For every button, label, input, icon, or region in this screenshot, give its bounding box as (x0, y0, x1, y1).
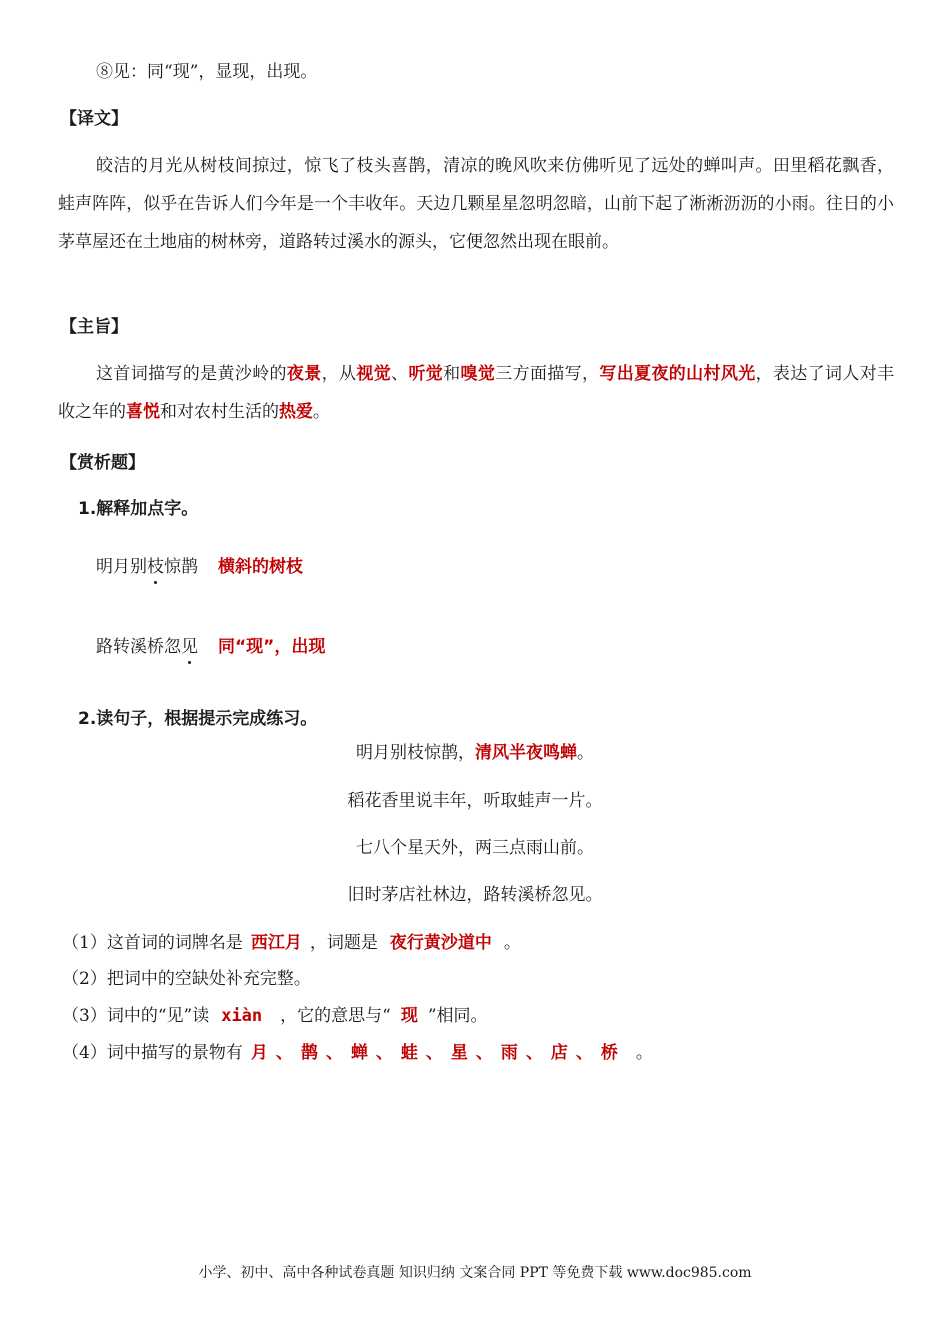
q1-item-2-text: 路转溪桥忽 (96, 637, 181, 657)
theme-highlight: 视觉 (356, 364, 392, 384)
theme-text-part: ，从 (321, 364, 357, 384)
sub-question-answer: 西江月 (250, 933, 302, 953)
scenery-item: 店 (550, 1043, 568, 1063)
footer-text: 小学、初中、高中各种试卷真题 知识归纳 文案合同 PPT 等免费下载 www.doc985.com (198, 1265, 752, 1281)
scenery-item: 月 (250, 1043, 268, 1063)
sub-question-text: （3）词中的“见”读 (62, 1006, 210, 1026)
scenery-separator: 、 (575, 1043, 593, 1063)
sub-question-text: ，它的意思与“ (280, 1006, 391, 1026)
scenery-separator: 、 (275, 1043, 293, 1063)
theme-highlight: 喜悦 (126, 402, 160, 422)
dotted-character: 见 (181, 637, 198, 657)
sub-question-text: 。 (503, 933, 521, 953)
sub-question-answer: xiàn (221, 1006, 263, 1026)
question-1-title: 1.解释加点字。 (78, 499, 199, 519)
theme-text (58, 355, 894, 431)
sub-question-text: （1）这首词的词牌名是 (62, 933, 243, 953)
sub-question-answer: 现 (400, 1006, 418, 1026)
poem-answer: 清风半夜鸣蝉 (475, 743, 577, 763)
scenery-item: 蝉 (350, 1043, 368, 1063)
q1-item-1-text: 惊鹊 (164, 557, 198, 577)
question-2-title: 2.读句子，根据提示完成练习。 (78, 709, 318, 729)
sub-question-answer: 夜行黄沙道中 (389, 933, 492, 953)
poem-line-1 (0, 742, 950, 764)
sub-question-2: （2）把词中的空缺处补充完整。 (62, 969, 311, 989)
dotted-character: 枝 (147, 557, 164, 577)
q1-item-1 (96, 556, 303, 578)
sub-question-text: 。 (635, 1043, 653, 1063)
scenery-item: 星 (450, 1043, 468, 1063)
poem-line-2: 稻花香里说丰年，听取蛙声一片。 (347, 791, 603, 811)
scenery-item: 桥 (600, 1043, 618, 1063)
scenery-separator: 、 (475, 1043, 493, 1063)
theme-text-part: 。 (313, 402, 330, 422)
poem-text: 。 (577, 743, 594, 763)
scenery-item: 雨 (500, 1043, 518, 1063)
theme-highlight: 嗅觉 (460, 364, 496, 384)
theme-highlight: 写出夏夜的山村风光 (599, 364, 756, 384)
poem-line-3: 七八个星天外，两三点雨山前。 (356, 838, 594, 858)
scenery-item: 蛙 (400, 1043, 418, 1063)
scenery-item: 鹊 (300, 1043, 318, 1063)
sub-question-1 (62, 932, 521, 954)
sub-question-text: （4）词中描写的景物有 (62, 1043, 243, 1063)
scenery-separator: 、 (425, 1043, 443, 1063)
q1-item-2 (96, 636, 325, 658)
theme-highlight: 热爱 (279, 402, 313, 422)
theme-text-part: 和对农村生活的 (160, 402, 279, 422)
theme-text-part: 这首词描写的是黄沙岭的 (96, 364, 287, 384)
q1-item-2-answer: 同“现”，出现 (218, 637, 326, 657)
theme-heading: 【主旨】 (60, 317, 128, 337)
sub-question-4 (62, 1042, 653, 1064)
theme-text-part: 三方面描写， (495, 364, 600, 384)
scenery-list (243, 1043, 626, 1063)
scenery-separator: 、 (375, 1043, 393, 1063)
theme-highlight: 夜景 (286, 364, 322, 384)
scenery-separator: 、 (525, 1043, 543, 1063)
note-8: ⑧见：同“现”，显现，出现。 (96, 62, 318, 82)
theme-text-part: ，表达了词人对丰收之年的 (58, 364, 895, 422)
scenery-separator: 、 (325, 1043, 343, 1063)
sub-question-3 (62, 1005, 488, 1027)
theme-text-part: 和 (443, 364, 461, 384)
sub-question-text: ，词题是 (309, 933, 378, 953)
q1-item-1-text: 明月别 (96, 557, 147, 577)
theme-text-part: 、 (391, 364, 409, 384)
theme-highlight: 听觉 (408, 364, 444, 384)
translation-heading: 【译文】 (60, 109, 128, 129)
translation-text: 皎洁的月光从树枝间掠过，惊飞了枝头喜鹊，清凉的晚风吹来仿佛听见了远处的蝉叫声。田里稻花飘香，蛙声阵阵，似乎在告诉人们今年是一个丰收年。天边几颗星星忽明忽暗，山前下起了淅淅沥沥的小雨。往日的小茅草屋还在土地庙的树林旁，道路转过溪水的源头，它便忽然出现在眼前。 (58, 156, 894, 252)
poem-line-4: 旧时茅店社林边，路转溪桥忽见。 (347, 885, 603, 905)
analysis-heading: 【赏析题】 (60, 453, 145, 473)
poem-text: 明月别枝惊鹊， (356, 743, 475, 763)
sub-question-text: ”相同。 (427, 1006, 488, 1026)
q1-item-1-answer: 横斜的树枝 (218, 557, 303, 577)
